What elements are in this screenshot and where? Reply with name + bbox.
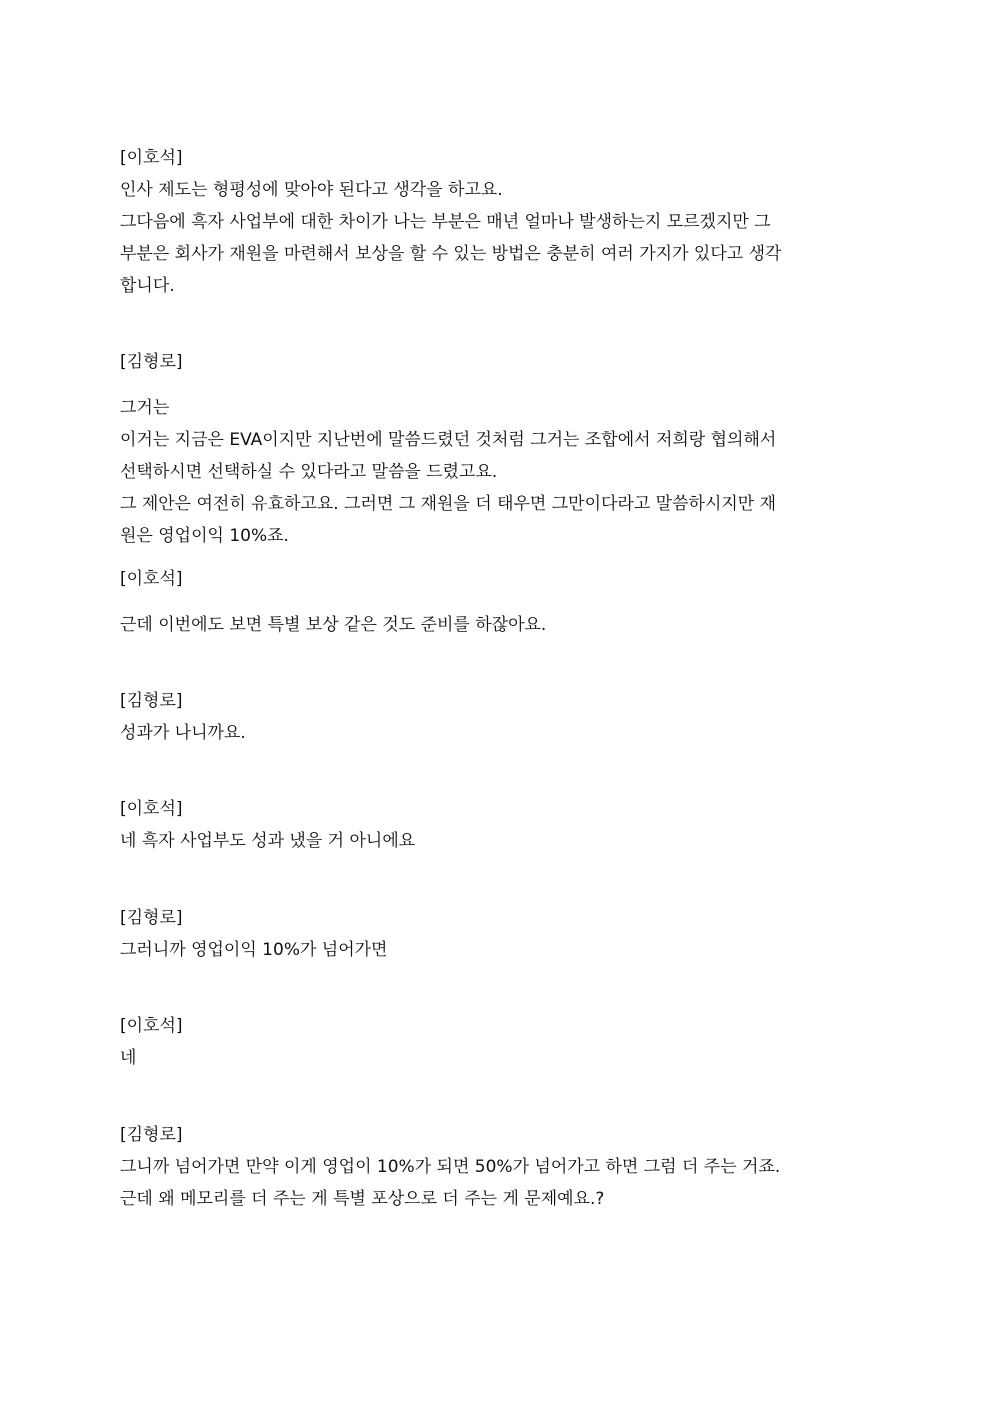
utterance-line: 부분은 회사가 재원을 마련해서 보상을 할 수 있는 방법은 충분히 여러 가지가 있다고 생각 <box>120 244 782 264</box>
utterance-line: 근데 이번에도 보면 특별 보상 같은 것도 준비를 하잖아요. <box>120 615 547 635</box>
utterance-line: 이거는 지금은 EVA이지만 지난번에 말씀드렸던 것처럼 그거는 조합에서 저희랑 협의해서 <box>120 430 777 450</box>
utterance-line: 그러니까 영업이익 10%가 넘어가면 <box>120 940 388 960</box>
speaker-label: [이호석] <box>120 1016 183 1036</box>
utterance-line: 네 흑자 사업부도 성과 냈을 거 아니에요 <box>120 831 416 851</box>
speaker-label: [이호석] <box>120 799 183 819</box>
speaker-label: [김형로] <box>120 908 183 928</box>
utterance-line: 그거는 <box>120 398 170 418</box>
speaker-label: [김형로] <box>120 691 183 711</box>
utterance-line: 합니다. <box>120 276 175 296</box>
speaker-label: [김형로] <box>120 352 183 372</box>
speaker-label: [이호석] <box>120 148 183 168</box>
utterance-line: 근데 왜 메모리를 더 주는 게 특별 포상으로 더 주는 게 문제예요.? <box>120 1189 605 1209</box>
utterance-line: 인사 제도는 형평성에 맞아야 된다고 생각을 하고요. <box>120 180 503 200</box>
utterance-line: 선택하시면 선택하실 수 있다라고 말씀을 드렸고요. <box>120 462 498 482</box>
speaker-label: [이호석] <box>120 569 183 589</box>
utterance-line: 성과가 나니까요. <box>120 723 246 743</box>
utterance-line: 그다음에 흑자 사업부에 대한 차이가 나는 부분은 매년 얼마나 발생하는지 모르겠지만 그 <box>120 212 771 232</box>
speaker-label: [김형로] <box>120 1125 183 1145</box>
utterance-line: 네 <box>120 1048 137 1068</box>
utterance-line: 그 제안은 여전히 유효하고요. 그러면 그 재원을 더 태우면 그만이다라고 말씀하시지만 재 <box>120 494 777 514</box>
utterance-line: 원은 영업이익 10%죠. <box>120 526 289 546</box>
utterance-line: 그니까 넘어가면 만약 이게 영업이 10%가 되면 50%가 넘어가고 하면 그럼 더 주는 거죠. <box>120 1157 781 1177</box>
